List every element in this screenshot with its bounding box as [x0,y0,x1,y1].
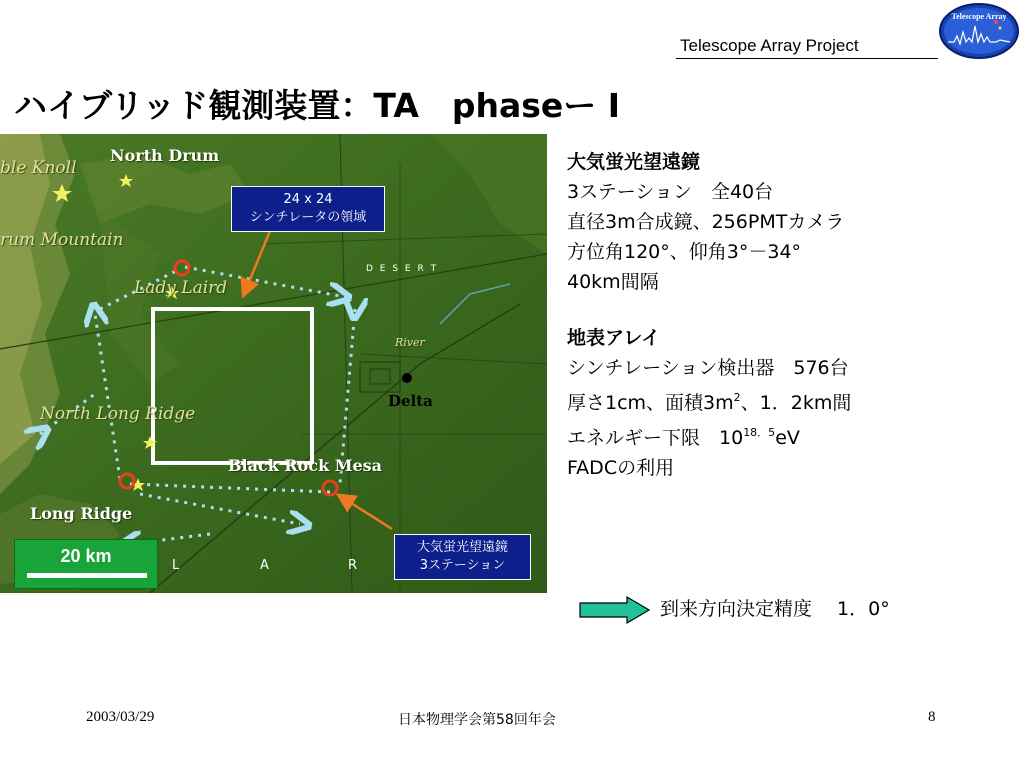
energy-suffix: eV [775,427,800,449]
label-long-ridge: Long Ridge [30,504,133,523]
thickness-sup: 2 [733,391,741,404]
footer-conference: 日本物理学会第58回年会 [398,712,556,728]
scale-line [27,573,147,578]
page-number: 8 [928,709,936,725]
callout-fd-stations [394,534,531,580]
logo-text: Telescope Array [951,12,1007,21]
sd-line-detectors: シンチレーション検出器 576台 [567,357,849,379]
description-panel [567,147,1007,483]
arrow-conclusion [579,594,1009,624]
fd-line-mirror: 直径3m合成鏡、256PMTカメラ [567,211,845,233]
callout-fd-line2: 3ステーション [419,558,506,573]
label-black-rock-mesa: Black Rock Mesa [228,456,382,475]
sd-line-thickness [567,383,1007,418]
callout-scintillator-area [231,186,385,232]
label-mountain: rum Mountain [0,230,124,250]
label-knoll: ble Knoll [0,158,77,178]
label-desert: D E S E R T [366,264,439,274]
fd-line-spacing: 40km間隔 [567,271,659,293]
thickness-suffix: 、1．2km間 [740,392,852,414]
label-north-drum: North Drum [110,146,220,165]
fd-line-angles: 方位角120°、仰角3°－34° [567,241,802,263]
callout-fd-line1: 大気蛍光望遠鏡 [416,540,508,555]
arrow-conclusion-text: 到来方向決定精度 1．0° [660,598,890,620]
energy-prefix: エネルギー下限 10 [567,427,744,449]
sd-heading: 地表アレイ [567,327,661,349]
label-north-long-ridge: North Long Ridge [40,404,196,424]
section-gap [567,297,1007,323]
label-road-a: A [260,558,269,573]
slide-title: ハイブリッド観測装置：TA phaseー Ⅰ [14,86,621,125]
label-lady-laird: Lady Laird [134,278,228,298]
header-divider [676,58,938,59]
callout-scint-line2: シンチレータの領域 [249,210,367,225]
label-river: River [395,336,425,349]
telescope-array-logo [938,2,1020,60]
label-road-l: L [172,558,180,573]
sd-line-energy [567,418,1007,453]
callout-scint-line1: 24 x 24 [283,192,333,207]
label-delta: Delta [388,392,433,410]
label-road-r: R [348,558,358,573]
footer-date: 2003/03/29 [86,709,155,725]
thickness-prefix: 厚さ1cm、面積3m [567,392,734,414]
fd-heading: 大気蛍光望遠鏡 [567,151,701,173]
scale-bar [14,539,158,589]
project-name: Telescope Array Project [680,36,859,55]
delta-marker [402,373,412,383]
right-arrow-icon [579,596,651,624]
sd-line-fadc: FADCの利用 [567,457,675,479]
energy-sup: 18．5 [743,426,776,439]
scale-label: 20 km [60,546,112,566]
fd-line-stations: 3ステーション 全40台 [567,181,774,203]
site-map [0,134,547,593]
